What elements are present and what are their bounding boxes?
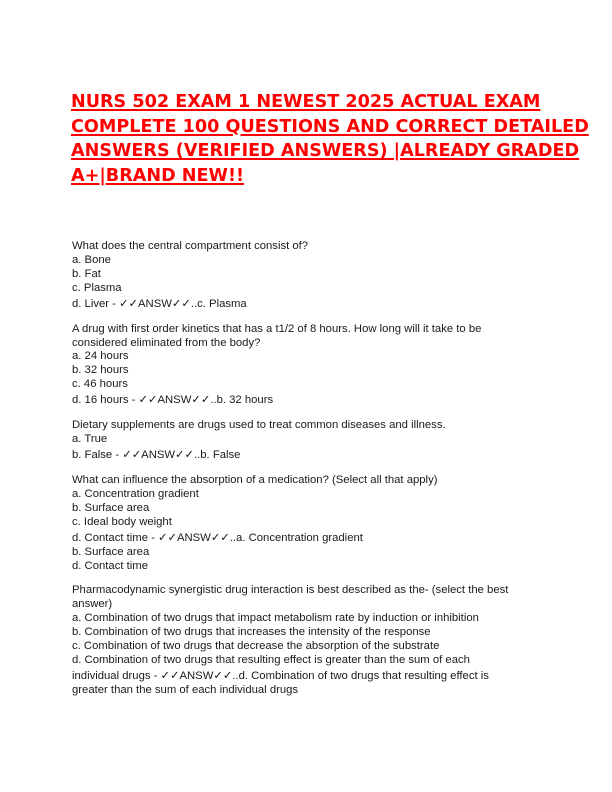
question-text: Dietary supplements are drugs used to treat common diseases and illness.	[72, 419, 446, 432]
answer-option: b. Fat	[72, 267, 101, 280]
answer-option: d. Combination of two drugs that resulting effect is greater than the sum of each	[72, 653, 470, 666]
document-title	[71, 90, 589, 188]
question-text: answer)	[72, 598, 113, 611]
question-5	[72, 584, 552, 697]
answer-option: a. Combination of two drugs that impact metabolism rate by induction or inhibition	[72, 612, 479, 625]
question-text: Pharmacodynamic synergistic drug interaction is best described as the- (select the best	[72, 584, 509, 597]
question-4	[72, 474, 552, 573]
question-2	[72, 323, 552, 409]
title-line: COMPLETE 100 QUESTIONS AND CORRECT DETAILED	[71, 116, 589, 137]
answer-option-with-key: individual drugs - ✓✓ANSW✓✓..d. Combination of two drugs that resulting effect is	[72, 669, 489, 682]
question-3	[72, 419, 552, 463]
title-line: NURS 502 EXAM 1 NEWEST 2025 ACTUAL EXAM	[71, 92, 541, 112]
question-text: considered eliminated from the body?	[72, 336, 261, 349]
answer-option: c. Combination of two drugs that decrease the absorption of the substrate	[72, 640, 440, 653]
answer-key-line: d. Contact time	[72, 559, 148, 572]
answer-option: c. 46 hours	[72, 378, 128, 391]
title-line: A+|BRAND NEW!!	[71, 165, 245, 186]
answer-option: c. Plasma	[72, 281, 122, 294]
answer-option-with-key: d. Contact time - ✓✓ANSW✓✓..a. Concentration gradient	[72, 531, 363, 544]
answer-option: c. Ideal body weight	[72, 515, 172, 528]
answer-option: a. Bone	[72, 253, 111, 266]
question-1	[72, 240, 552, 312]
answer-option-with-key: d. Liver - ✓✓ANSW✓✓..c. Plasma	[72, 297, 247, 310]
question-text: A drug with first order kinetics that has a t1/2 of 8 hours. How long will it take to be	[72, 322, 482, 335]
answer-option: a. True	[72, 433, 108, 446]
answer-key-line: b. Surface area	[72, 545, 150, 558]
answer-option: b. 32 hours	[72, 364, 129, 377]
question-list	[72, 240, 552, 709]
answer-option: a. 24 hours	[72, 350, 129, 363]
answer-key-line: greater than the sum of each individual drugs	[72, 683, 299, 696]
question-text: What can influence the absorption of a medication? (Select all that apply)	[72, 473, 438, 486]
question-text: What does the central compartment consist of?	[72, 240, 309, 252]
answer-option: a. Concentration gradient	[72, 487, 199, 500]
answer-option: b. Surface area	[72, 501, 150, 514]
answer-option-with-key: d. 16 hours - ✓✓ANSW✓✓..b. 32 hours	[72, 394, 274, 407]
answer-option: b. Combination of two drugs that increases the intensity of the response	[72, 626, 431, 639]
title-line: ANSWERS (VERIFIED ANSWERS) |ALREADY GRADED	[71, 141, 580, 161]
answer-option-with-key: b. False - ✓✓ANSW✓✓..b. False	[72, 448, 241, 461]
